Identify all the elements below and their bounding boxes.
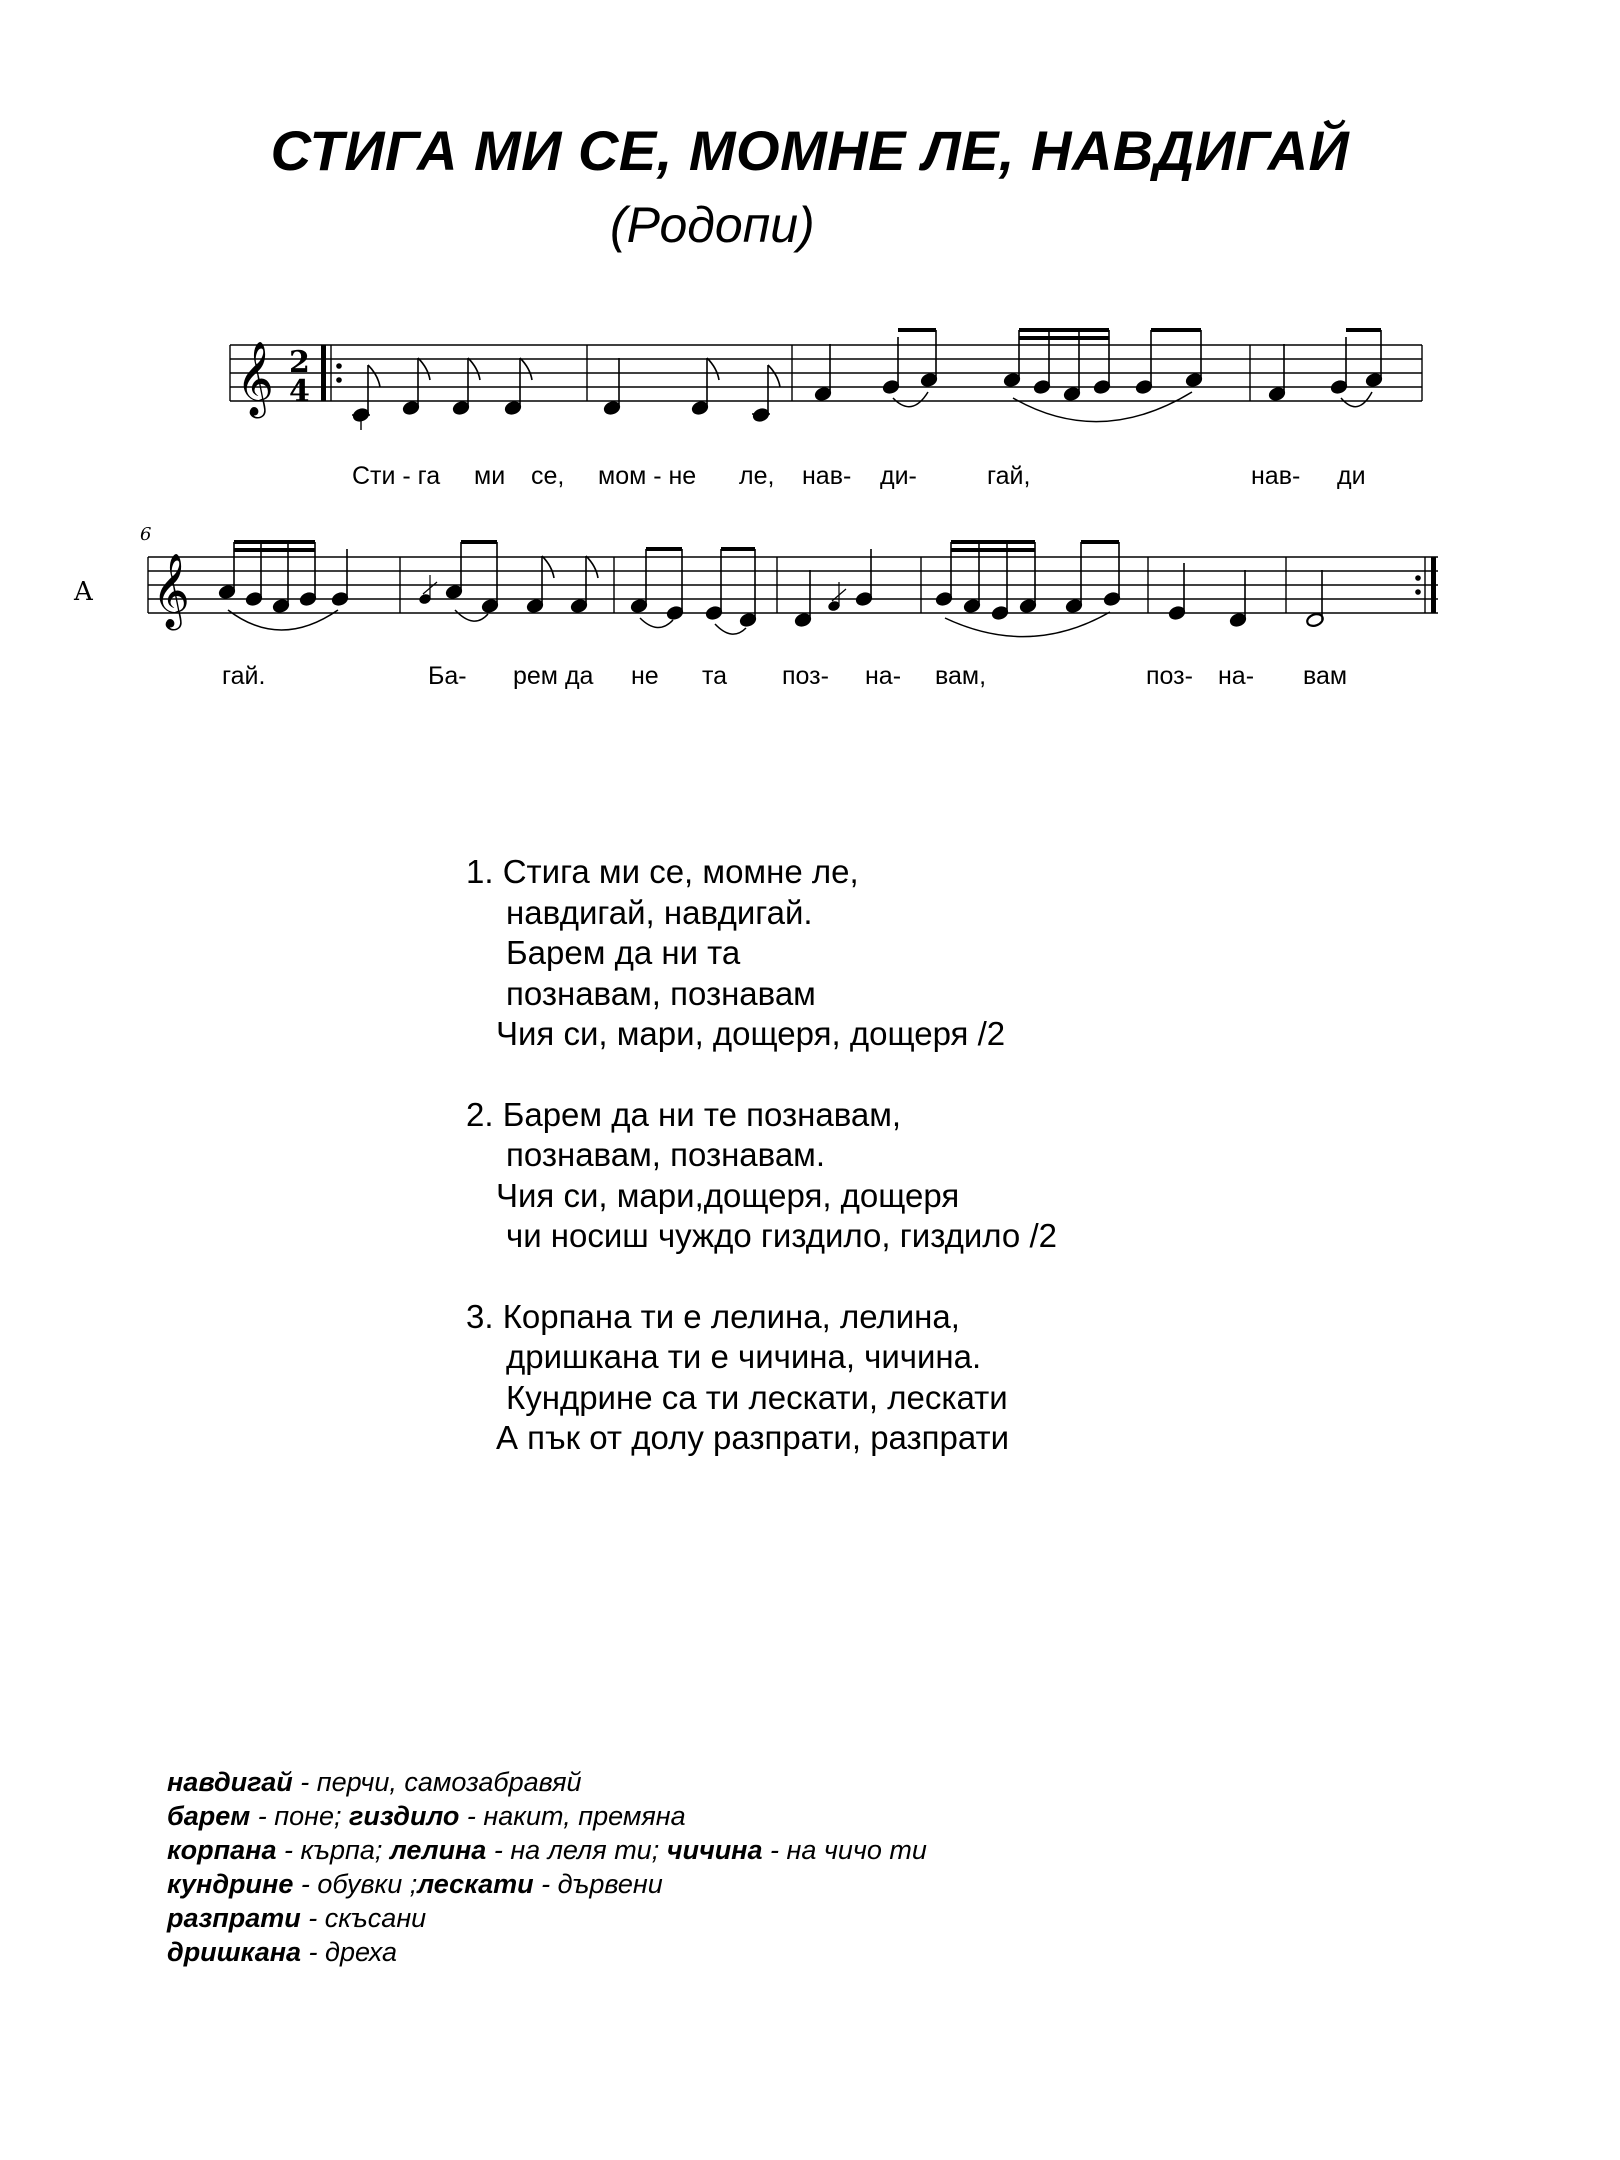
glossary-term: барем <box>167 1801 251 1831</box>
glossary-definition: - на чичо ти <box>762 1835 927 1865</box>
glossary-definition: - скъсани <box>300 1903 427 1933</box>
music-score <box>0 0 1620 720</box>
glossary <box>167 1765 927 1969</box>
glossary-definition: - перчи, самозабравяй <box>292 1767 582 1797</box>
lyric-syllable: поз- <box>1146 662 1193 690</box>
verse-line: Чия си, мари,дощеря, дощеря <box>496 1176 960 1214</box>
glossary-term: лелина <box>389 1835 487 1865</box>
lyric-syllable: ле, <box>739 462 775 490</box>
glossary-definition: - обувки ; <box>293 1869 418 1899</box>
glossary-definition: - поне; <box>250 1801 349 1831</box>
treble-clef-1: 𝄞 <box>236 342 274 416</box>
lyric-syllable: ди- <box>880 462 917 490</box>
glossary-definition: - на леля ти; <box>486 1835 667 1865</box>
lyric-syllable: вам <box>1303 662 1348 690</box>
glossary-definition: - дреха <box>301 1937 398 1967</box>
lyric-syllable: на- <box>865 662 902 690</box>
verse-line: А пък от долу разпрати, разпрати <box>496 1419 1010 1456</box>
verse-line: 1. Стига ми се, момне ле, <box>466 853 859 890</box>
glossary-definition: - кърпа; <box>276 1835 390 1865</box>
verse-line: познавам, познавам. <box>506 1136 826 1173</box>
lyric-syllable: гай. <box>222 662 266 690</box>
song-title: СТИГА МИ СЕ, МОМНЕ ЛЕ, НАВДИГАЙ <box>270 119 1350 182</box>
time-signature-bottom: 4 <box>289 374 310 409</box>
glossary-term: гиздило <box>348 1801 460 1831</box>
verses <box>466 852 1057 1499</box>
glossary-line <box>167 1935 927 1969</box>
lyric-syllable: на- <box>1218 662 1255 690</box>
lyric-syllable: Ба- <box>428 662 467 690</box>
lyric-syllable: поз- <box>782 662 829 690</box>
glossary-line <box>167 1833 927 1867</box>
glossary-term: дришкана <box>167 1937 302 1967</box>
lyric-syllable: ми <box>474 462 506 490</box>
verse-line: навдигай, навдигай. <box>506 893 813 931</box>
verse-line: познавам, познавам <box>506 974 816 1012</box>
glossary-line <box>167 1799 927 1833</box>
lyric-syllable: вам, <box>935 662 987 690</box>
lyric-syllable: нав- <box>802 462 852 490</box>
glossary-line <box>167 1901 927 1935</box>
verse-line: Кундрине са ти лескати, лескати <box>506 1378 1008 1416</box>
notes-system-2 <box>218 540 1324 637</box>
lyric-syllable: та <box>702 662 728 690</box>
glossary-term: корпана <box>167 1835 277 1865</box>
lyric-syllable: не <box>631 662 659 690</box>
glossary-line <box>167 1867 927 1901</box>
glossary-definition: - накит, премяна <box>459 1801 686 1831</box>
glossary-term: навдигай <box>167 1767 293 1797</box>
lyric-syllable: се, <box>531 462 565 490</box>
lyric-syllable: гай, <box>987 462 1031 490</box>
notes-system-1 <box>352 328 1383 430</box>
glossary-term: чичина <box>666 1835 763 1865</box>
song-subtitle: (Родопи) <box>610 197 815 253</box>
glossary-term: разпрати <box>167 1903 301 1933</box>
glossary-term: лескати <box>417 1869 534 1899</box>
verse-line: Барем да ни та <box>506 934 741 971</box>
treble-clef-2: 𝄞 <box>152 554 190 628</box>
lyric-syllable: Сти - га <box>352 462 441 490</box>
verse-line: 2. Барем да ни те познавам, <box>466 1095 902 1133</box>
verse-line: чи носиш чуждо гиздило, гиздило /2 <box>506 1217 1057 1254</box>
verse-line: 3. Корпана ти е лелина, лелина, <box>466 1297 960 1335</box>
verse-1 <box>466 852 1057 1055</box>
glossary-line <box>167 1765 927 1799</box>
verse-2 <box>466 1095 1057 1257</box>
section-label: A <box>74 577 93 607</box>
lyric-syllable: ди <box>1337 462 1366 490</box>
lyric-syllable: нав- <box>1251 462 1301 490</box>
measure-number: 6 <box>140 524 152 545</box>
verse-line: Чия си, мари, дощеря, дощеря /2 <box>496 1015 1006 1052</box>
time-signature-top: 2 <box>289 345 310 380</box>
verse-3 <box>466 1297 1057 1459</box>
glossary-definition: - дървени <box>533 1869 663 1899</box>
lyric-syllable: мом - не <box>598 462 697 490</box>
verse-line: дришкана ти е чичина, чичина. <box>506 1338 982 1375</box>
glossary-term: кундрине <box>167 1869 294 1899</box>
lyric-syllable: рем да <box>513 662 594 690</box>
